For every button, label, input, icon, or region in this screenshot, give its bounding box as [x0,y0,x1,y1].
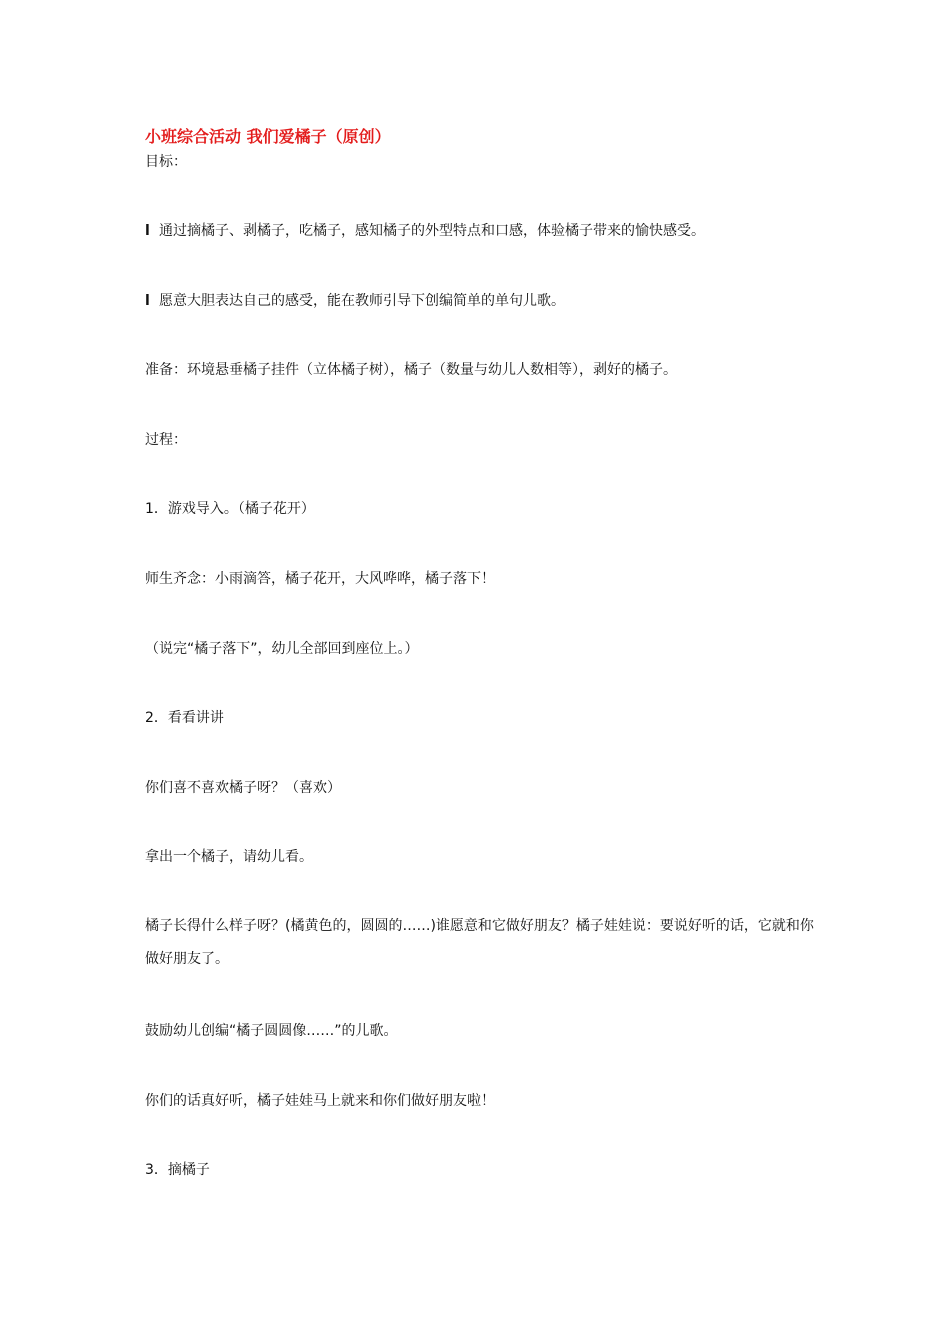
step-2-paragraph: 橘子长得什么样子呀？(橘黄色的，圆圆的……)谁愿意和它做好朋友？橘子娃娃说：要说好听的话，它就和你做好朋友了。 [145,918,814,967]
step-1-paragraph: （说完“橘子落下”，幼儿全部回到座位上。） [145,641,419,657]
step-1-paragraph: 师生齐念：小雨滴答，橘子花开，大风哗哗，橘子落下！ [145,571,495,587]
process-label: 过程： [145,432,187,448]
step-2-paragraph: 你们喜不喜欢橘子呀？（喜欢） [145,780,341,796]
step-2-paragraph: 你们的话真好听，橘子娃娃马上就来和你们做好朋友啦！ [145,1093,495,1109]
goal-item-2 [145,291,815,311]
step-3-heading: 3．摘橘子 [145,1162,210,1178]
goal-item-1 [145,221,815,241]
bullet-marker: l [145,293,150,309]
preparation-paragraph: 准备：环境悬垂橘子挂件（立体橘子树），橘子（数量与幼儿人数相等），剥好的橘子。 [145,362,677,378]
goal-text: 通过摘橘子、剥橘子，吃橘子，感知橘子的外型特点和口感，体验橘子带来的愉快感受。 [159,223,705,239]
goal-label: 目标： [145,154,187,170]
step-2-paragraph: 鼓励幼儿创编“橘子圆圆像……”的儿歌。 [145,1023,398,1039]
goal-text: 愿意大胆表达自己的感受，能在教师引导下创编简单的单句儿歌。 [159,293,565,309]
bullet-marker: l [145,223,150,239]
document-title: 小班综合活动 我们爱橘子（原创） [145,127,391,146]
step-2-heading: 2．看看讲讲 [145,710,224,726]
step-2-paragraph: 拿出一个橘子，请幼儿看。 [145,849,313,865]
step-1-heading: 1．游戏导入。（橘子花开） [145,501,315,517]
